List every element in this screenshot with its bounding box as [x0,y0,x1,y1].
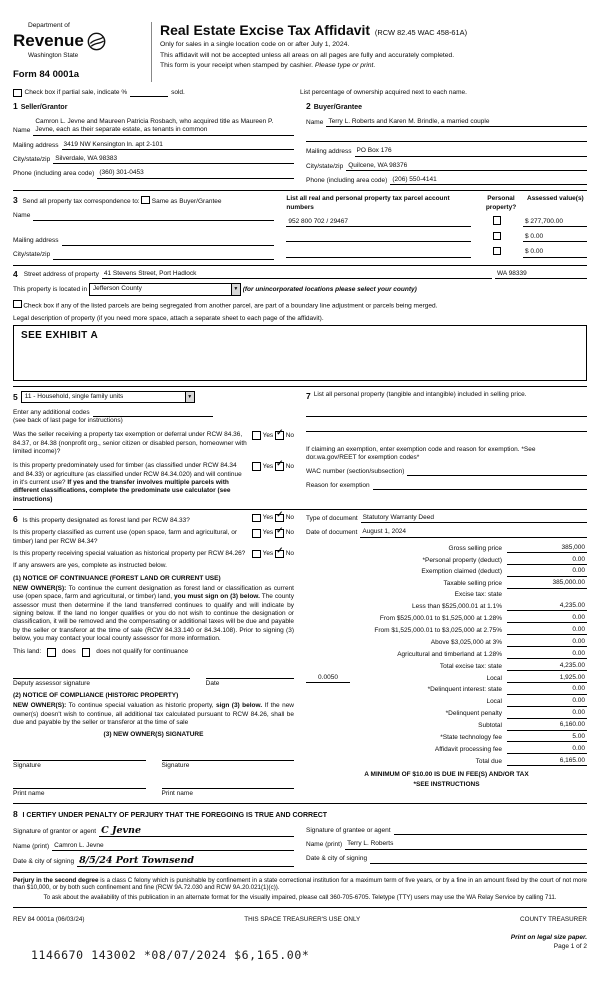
new-owner-signature-grid [13,742,294,799]
tax-computation-column [306,514,587,798]
tax-label: Taxable selling price [443,580,502,588]
wac-number-field[interactable] [407,467,587,476]
personal-property-checkbox-2[interactable] [493,232,502,241]
yes-label: Yes [262,529,274,537]
deputy-signature-field[interactable] [13,669,190,679]
parcel-number-field-1[interactable]: 952 800 702 / 29467 [286,218,471,227]
s5q1-yes-checkbox[interactable] [252,431,261,440]
no-label: No [285,462,294,470]
tax-value-field[interactable]: 6,165.00 [507,757,587,766]
form-number: Form 84 0001a [13,69,80,81]
notice-compliance-body [13,702,294,727]
checkmark-icon: ✓ [276,509,284,520]
document-date-label: Date of document [306,529,358,537]
assessed-value-field-3[interactable]: $ 0.00 [523,248,587,257]
correspondence-city-field[interactable] [53,251,274,260]
buyer-mailing-field[interactable]: PO Box 176 [355,147,587,156]
grantee-date-city-label: Date & city of signing [306,855,368,863]
grantor-name-print-label: Name (print) [13,842,50,850]
section7-number: 7 [306,390,311,401]
bottom-area [13,934,587,963]
section6-number: 6 [13,513,18,524]
timber-agriculture-question-row [13,457,294,504]
notice-continuance-body [13,585,294,643]
personal-property-intro: List all personal property (tangible and intangible) included in selling price. [313,390,527,398]
form-title: Real Estate Excise Tax Affidavit [160,22,371,38]
additional-codes-note: (see back of last page for instructions) [13,417,123,425]
parcel-row-1 [286,216,587,227]
county-dropdown-value: Jefferson County [92,285,142,293]
tax-label: Excise tax: state [454,591,502,599]
tax-label: Subtotal [478,722,502,730]
if-any-yes-note: If any answers are yes, complete as instructed below. [13,562,167,570]
compliance-bold: sign (3) below. [215,702,263,710]
additional-codes-field[interactable] [93,408,213,417]
tax-label: Agricultural and timberland at 1.28% [397,650,502,658]
seller-name-label: Name [13,127,31,135]
legal-description-label: Legal description of property (if you need more space, attach a separate sheet to each page of the affidavit). [13,314,324,322]
segregated-checkbox[interactable] [13,300,22,309]
parcel-table [286,195,587,259]
partial-sold-label: sold. [171,88,185,96]
partial-sale-checkbox[interactable] [13,89,22,98]
washington-state-label: Washington State [28,52,79,60]
tax-label: Local [486,698,502,706]
section1-number: 1 [13,101,18,112]
use-and-personal-property-section [13,391,587,504]
correspondence-name-field[interactable] [33,212,274,221]
seller-mailing-label: Mailing address [13,141,59,149]
grantee-date-city-field[interactable] [370,855,587,864]
grantor-signature-field[interactable]: C Jevne [99,826,294,837]
section-seller [13,101,294,185]
new-owners-lead-2: NEW OWNER(S): [13,702,67,710]
forest-land-question: Is this property designated as forest land per RCW 84.33? [22,516,190,524]
no-label: No [285,514,294,522]
tax-value-field[interactable]: 6,160.00 [507,721,587,730]
seller-phone-label: Phone (including area code) [13,170,95,178]
dropdown-arrow-icon: ▼ [231,284,240,294]
parcel-row-2 [286,232,587,243]
tax-rows [306,544,587,767]
buyer-name-extra-line[interactable] [306,133,587,142]
buyer-city-label: City/state/zip [306,162,344,170]
historic-property-question: Is this property receiving special valuation as historical property per RCW 84.26? [13,549,246,557]
header-note-1: Only for sales in a single location code on or after July 1, 2024. [160,41,350,49]
parties-section [13,101,587,185]
parcel-number-field-3[interactable] [286,249,471,258]
tax-value-field[interactable]: 4,235.00 [507,662,587,671]
partial-sale-row [13,89,587,98]
tax-value-field[interactable]: 0.00 [507,745,587,754]
owner-print-name-field-1[interactable] [13,779,146,789]
s6q3-yes-checkbox[interactable] [252,550,261,559]
see-instructions-note: *SEE INSTRUCTIONS [413,780,480,788]
page-indicator: Page 1 of 2 [553,942,587,950]
title-block [151,22,587,82]
forest-land-question-row [13,509,294,525]
tax-label: *Delinquent penalty [445,710,502,718]
footer-row [13,913,587,924]
parcel-col-header: List all real and personal property tax parcel account numbers [286,195,450,211]
wac-number-label: WAC number (section/subsection) [306,468,405,476]
certification-title: I CERTIFY UNDER PENALTY OF PERJURY THAT THE FOREGOING IS TRUE AND CORRECT [22,812,328,820]
tax-label: From $1,525,000.01 to $3,025,000 at 2.75% [374,626,502,634]
land-use-dropdown-value: 11 - Household, single family units [24,392,124,400]
yes-label: Yes [262,550,274,558]
compliance-text-2: If the new owner(s) doesn't wish to continue, all additional tax calculated pursuant to RCW 84.26, shall be due and payable by the seller or transferor at the time of sale [13,702,294,726]
perjury-body: is a class C felony which is punishable by confinement in a state correctional institution for a maximum term of five years, or by a fine in an amount fixed by the court of not more than $10,000, or by both such confinement and fine (RCW 9A.72.030 and RCW 9A.20.021(1)(c)). [13,876,587,892]
section-land-use [13,391,294,504]
same-as-buyer-checkbox[interactable] [141,196,150,205]
local-rate-field[interactable]: 0.0050 [306,674,350,683]
assessed-value-field-2[interactable]: $ 0.00 [523,233,587,242]
header-note-3-text: This form is your receipt when stamped by cashier. [160,61,313,69]
buyer-mailing-label: Mailing address [306,148,352,156]
section-correspondence [13,195,587,259]
perjury-notice [13,877,587,903]
checkmark-icon: ✓ [276,545,284,556]
buyer-phone-field[interactable]: (206) 550-4141 [390,176,587,185]
deputy-assessor-row [13,669,294,688]
treasurer-space-label: THIS SPACE TREASURER'S USE ONLY [244,916,361,924]
partial-percent-field[interactable] [130,89,168,97]
land-qualify-row [13,648,294,657]
s5q2-no-checkbox[interactable] [275,457,284,471]
land-does-not-checkbox[interactable] [82,648,91,657]
notice-continuance-title: (1) NOTICE OF CONTINUANCE (FOREST LAND OR CURRENT USE) [13,574,221,582]
correspondence-city-label: City/state/zip [13,251,51,259]
tax-value-field[interactable]: 0.00 [507,685,587,694]
parcel-row-3 [286,247,587,258]
form-header [13,22,587,82]
s5q2-yes-checkbox[interactable] [252,462,261,471]
tax-label: *Personal property (deduct) [422,556,502,564]
seller-name-field[interactable]: Camron L. Jevne and Maureen Patricia Rosbach, who acquired title as Maureen P. Jevne, each as their separate estate, as tenants in common [33,118,294,136]
tax-value-field[interactable]: 0.00 [507,650,587,659]
deputy-date-label: Date [205,679,220,687]
tax-label: *State technology fee [440,734,502,742]
section-personal-property [306,391,587,504]
print-name-label: Print name [161,789,193,797]
print-legal-note: Print on legal size paper. [510,934,587,942]
tax-label: Local [486,674,502,682]
historic-property-question-row [13,545,294,559]
street-address-label: Street address of property [23,271,99,279]
assessed-value-field-1[interactable]: $ 277,700.00 [523,218,587,227]
timber-agriculture-question [13,462,248,504]
personal-property-checkbox-1[interactable] [493,216,502,225]
legal-description-box[interactable] [13,325,587,381]
no-label: No [285,529,294,537]
section-certification [13,809,587,866]
signature-label: Signature [161,761,190,769]
new-owners-lead: NEW OWNER(S): [13,585,67,593]
grantor-name-print-field[interactable]: Camron L. Jevne [52,842,294,851]
seller-mailing-field[interactable]: 3419 NW Kensington ln. apt 2-101 [62,141,294,150]
notice-compliance-title: (2) NOTICE OF COMPLIANCE (HISTORIC PROPERTY) [13,692,179,700]
tax-value-field[interactable]: 0.00 [507,697,587,706]
section-land-designation [13,509,294,798]
yes-label: Yes [262,514,274,522]
section2-number: 2 [306,101,311,112]
designation-and-tax-section [13,509,587,798]
tax-value-field[interactable]: 385,000 [507,544,587,553]
tax-value-field[interactable]: 0.00 [507,709,587,718]
buyer-name-label: Name [306,118,324,126]
no-label: No [285,431,294,439]
owner-signature-field-1[interactable] [13,751,146,761]
exemption-deferral-question: Was the seller receiving a property tax exemption or deferral under RCW 84.36, 84.37, or 84.38 (nonprofit org., senior citizen or disabled person, homeowner with limited income)? [13,431,247,456]
checkmark-icon: ✓ [276,457,284,468]
s6q2-no-checkbox[interactable] [275,524,284,538]
ownership-percent-note: List percentage of ownership acquired next to each name. [300,88,467,96]
section-property-location [13,269,587,381]
deputy-signature-label: Deputy assessor signature [13,679,90,687]
does-label: does [61,648,76,656]
tax-label: Affidavit processing fee [434,746,502,754]
exemption-reason-label: Reason for exemption [306,482,370,490]
treasurer-stamp: 1146670 143002 *08/07/2024 $6,165.00* [31,948,310,963]
personal-property-field-2[interactable] [306,423,587,432]
street-address-state-zip-field[interactable]: WA 98339 [495,270,587,279]
this-land-label: This land: [13,648,42,656]
dropdown-arrow-icon: ▼ [185,392,194,402]
s6q1-no-checkbox[interactable] [275,509,284,523]
owner-print-name-field-2[interactable] [162,779,295,789]
grantee-signature-field[interactable] [394,826,587,835]
tax-value-field[interactable]: 4,235.00 [507,602,587,611]
tax-value-field[interactable]: 0.00 [507,626,587,635]
revenue-wordmark: Revenue [13,31,84,51]
s6q1-yes-checkbox[interactable] [252,514,261,523]
section3-number: 3 [13,195,18,206]
s6q2-yes-checkbox[interactable] [252,529,261,538]
department-of-label: Department of [28,22,70,29]
land-does-checkbox[interactable] [47,648,56,657]
seller-city-label: City/state/zip [13,155,51,163]
minimum-due-note: A MINIMUM OF $10.00 IS DUE IN FEE(S) AND/OR TAX [364,771,529,779]
checkmark-icon: ✓ [276,524,284,535]
same-as-buyer-label: Same as Buyer/Grantee [151,198,222,206]
buyer-phone-label: Phone (including area code) [306,176,388,184]
exemption-reason-field[interactable] [373,481,587,490]
seller-city-field[interactable]: Silverdale, WA 98383 [53,155,294,164]
checkmark-icon: ✓ [276,426,284,437]
partial-sale-label: Check box if partial sale, indicate % [24,88,128,96]
tax-value-field[interactable]: 0.00 [507,638,587,647]
grantee-signature-label: Signature of grantee or agent [306,826,391,834]
owner-signature-field-2[interactable] [162,751,295,761]
rev-number: REV 84 0001a (06/03/24) [13,916,85,924]
located-in-label: This property is located in [13,286,88,294]
revenue-logo-icon [87,32,106,51]
current-use-question-row [13,524,294,546]
tax-value-field[interactable]: 1,925.00 [507,674,587,683]
section2-title: Buyer/Grantee [313,104,362,112]
segregated-label: Check box if any of the listed parcels are being segregated from another parcel, are part of a boundary line adjustment or parcels being merged. [23,302,438,310]
correspondence-intro: Send all property tax correspondence to: [22,198,140,206]
legal-description-value: SEE EXHIBIT A [21,329,99,341]
correspondence-mailing-label: Mailing address [13,237,59,245]
tax-label: Less than $525,000.01 at 1.1% [412,603,502,611]
buyer-name-field[interactable]: Terry L. Roberts and Karen M. Brindle, a married couple [326,118,587,127]
tax-label: Above $3,025,000 at 3% [430,638,502,646]
section8-number: 8 [13,809,18,820]
form-rcw-reference: (RCW 82.45 WAC 458-61A) [374,28,468,37]
s5q1-no-checkbox[interactable] [275,426,284,440]
tax-label: Gross selling price [448,544,502,552]
section5-number: 5 [13,391,18,402]
document-date-field[interactable]: August 1, 2024 [360,528,587,537]
does-not-label: does not qualify for continuance [96,648,189,656]
header-note-3 [160,62,587,71]
correspondence-name-label: Name [13,212,31,220]
land-use-dropdown[interactable] [21,391,195,403]
exemption-code-note: If claiming an exemption, enter exemption code and reason for exemption. *See dor.wa.gov/REET for exemption codes* [306,445,536,462]
section4-number: 4 [13,268,18,279]
tax-label: Total excise tax: state [439,662,502,670]
additional-codes-label: Enter any additional codes [13,408,90,416]
yes-label: Yes [262,462,274,470]
certification-columns [13,821,587,866]
seller-phone-field[interactable]: (360) 301-0453 [97,169,294,178]
assessed-value-col-header: Assessed value(s) [527,195,584,203]
grantor-date-city-label: Date & city of signing [13,858,75,866]
deputy-date-field[interactable] [206,669,294,679]
signature-label: Signature [13,761,41,769]
parcel-number-field-2[interactable] [286,233,471,242]
yes-label: Yes [262,431,274,439]
section-buyer [306,101,587,185]
correspondence-left [13,195,274,259]
dor-logo-block [13,22,143,82]
exemption-deferral-question-row [13,426,294,456]
compliance-text-1: To continue special valuation as historic property, [66,702,216,710]
personal-property-col-header: Personal property? [485,195,517,211]
tax-label: From $525,000.01 to $1,525,000 at 1.28% [379,615,502,623]
grantee-name-print-label: Name (print) [306,841,343,849]
street-address-field[interactable]: 41 Stevens Street, Port Hadlock [102,270,492,279]
tax-label: Exemption claimed (deduct) [421,568,502,576]
accessibility-note: To ask about the availability of this publication in an alternate format for the visually impaired, please call 360-705-6705. Teletype (TTY) users may use the WA Relay Service by calling 711. [43,894,557,902]
perjury-lead: Perjury in the second degree [13,876,99,884]
county-dropdown[interactable] [89,283,241,295]
tax-value-field[interactable]: 0.00 [507,556,587,565]
section1-title: Seller/Grantor [20,104,68,112]
tax-value-field[interactable]: 0.00 [507,614,587,623]
continuance-bold: you must sign on (3) below. [174,593,260,601]
header-note-2: This affidavit will not be accepted unless all areas on all pages are fully and accurately completed. [160,51,455,59]
current-use-question: Is this property classified as current use (open space, farm and agricultural, or timber) land per RCW 84.34? [13,529,237,545]
document-type-field[interactable]: Statutory Warranty Deed [361,514,587,523]
header-note-3-italic: Please type or print. [314,61,376,69]
personal-property-field-1[interactable] [306,408,587,417]
tax-label: *Delinquent interest: state [427,686,502,694]
correspondence-mailing-field[interactable] [62,237,275,246]
continuance-text-2: The county assessor must then determine if the land transferred continues to qualify and will indicate by signing below. If the land no longer qualifies or you do not wish to continue the designation or classification, it will be removed and the compensating or additional taxes will be due and payable by the seller or transferor at the time of sale (RCW 84.33.140 or 84.34.108). Prior to signing (3) below, you may contact your local county assessor for more information. [13,593,294,642]
tax-label: Total due [475,757,502,765]
document-type-label: Type of document [306,514,358,522]
s6q3-no-checkbox[interactable] [275,545,284,559]
tax-value-field[interactable]: 5.00 [507,733,587,742]
grantor-date-city-field[interactable]: 8/5/24 Port Townsend [77,856,294,867]
timber-question-bold: If yes and the transfer involves multiple parcels with different classifications, complete the predominate use calculator (see instructions) [13,479,231,503]
print-name-label: Print name [13,789,45,797]
tax-value-field[interactable]: 385,000.00 [507,579,587,588]
timber-question-text: Is this property predominately used for timber (as classified under RCW 84.34 and 84.33) or agriculture (as classified under RCW 84.34.020) and will continue in it's current use? [13,462,242,487]
grantor-signature-label: Signature of grantor or agent [13,828,97,836]
tax-value-field[interactable]: 0.00 [507,567,587,576]
continuance-text-1: To continue the current designation as forest land or classification as current use (open space, farm and agricultural, or timber) land, [13,585,294,601]
unincorporated-note: (for unincorporated locations please select your county) [242,286,417,294]
personal-property-checkbox-3[interactable] [493,247,502,256]
new-owners-signature-title: (3) NEW OWNER(S) SIGNATURE [103,731,204,739]
no-label: No [285,550,294,558]
grantee-name-print-field[interactable]: Terry L. Roberts [345,840,587,849]
county-treasurer-label: COUNTY TREASURER [520,916,587,924]
buyer-city-field[interactable]: Quilcene, WA 98376 [346,162,587,171]
